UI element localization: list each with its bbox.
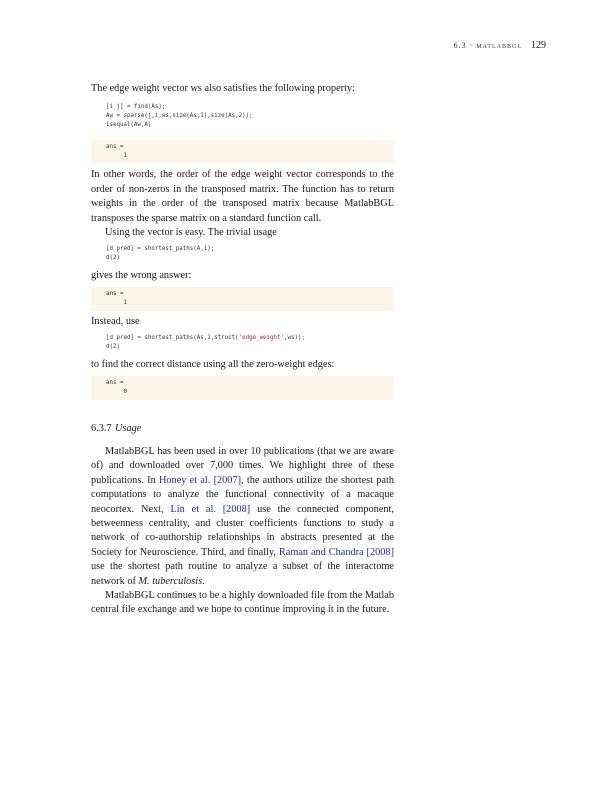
text-span: use the shortest path routine to analyze a subset of the interactome network of: [91, 561, 394, 587]
running-header-section: 6.3 · matlabbgl: [453, 41, 522, 50]
species-name: M. tuberculosis: [138, 575, 203, 587]
paragraph-transposed-order: In other words, the order of the edge weight vector corresponds to the order of non-zeros in the transposed matrix. The function has to return weights in the order of the transposed matrix because MatlabBGL transposes the sparse matrix on a standard function call.: [91, 169, 394, 224]
page-body: [91, 82, 394, 618]
text-span: , the authors utilize the shortest path computations to analyze the functional connectivity of a macaque neocortex. Next,: [91, 474, 395, 515]
paragraph-trivial-usage: Using the vector is easy. The trivial usage: [105, 227, 277, 239]
subsection-title: Usage: [115, 423, 142, 435]
output-block-correct: ans = 0: [91, 376, 394, 400]
code-block-shortest-paths-a: [d pred] = shortest_paths(A,1); d(2): [106, 246, 215, 262]
output-block-isequal: ans = 1: [91, 140, 394, 164]
code-block-find-sparse: [i j] = find(As); Aw = sparse(j,i,ws,size(As,1),size(As,2)); isequal(Aw,A): [106, 104, 253, 128]
code-line-call-start: [d pred] = shortest_paths(As,1,struct(: [106, 335, 239, 342]
citation-raman-chandra-2008[interactable]: Raman and Chandra [2008]: [278, 546, 394, 558]
paragraph-usage-publications: [91, 445, 394, 589]
citation-lin-2008[interactable]: Lin et al. [2008]: [170, 503, 251, 515]
text-span: .: [202, 575, 205, 587]
text-span: use the connected component, betweenness centrality, and cluster coefficients functions to study a network of co-authorship relationships in abstracts presented at the Society for Neuroscience. Third, and finally,: [91, 503, 394, 558]
subsection-number: 6.3.7: [91, 423, 112, 435]
running-header: [0, 40, 612, 54]
code-block-shortest-paths-as: [91, 334, 394, 352]
page-number: 129: [531, 40, 546, 51]
code-line-call-end: ,ws));: [284, 335, 305, 342]
paragraph-matlab-file-exchange: MatlabBGL continues to be a highly downloaded file from the Matlab central file exchange and we hope to continue improving it in the future.: [91, 590, 395, 616]
paragraph-wrong-answer: gives the wrong answer:: [91, 270, 192, 282]
paragraph-instead-use: Instead, use: [91, 316, 140, 328]
code-line-d2: d(2): [106, 344, 120, 351]
subsection-heading-usage: [91, 422, 394, 436]
text-span: MatlabBGL has been used in over 10 publications (that we are aware of) and downloaded over 7,000 times. We highlight three of these publications. In: [91, 446, 394, 486]
citation-honey-2007[interactable]: Honey et al. [2007]: [158, 474, 242, 486]
code-string-edge-weight: 'edge_weight': [238, 335, 284, 342]
output-block-wrong: ans = 1: [91, 287, 394, 311]
paragraph-edge-weight-property: The edge weight vector ws also satisfies the following property:: [91, 83, 355, 94]
paragraph-correct-distance: to find the correct distance using all the zero-weight edges:: [91, 359, 335, 371]
